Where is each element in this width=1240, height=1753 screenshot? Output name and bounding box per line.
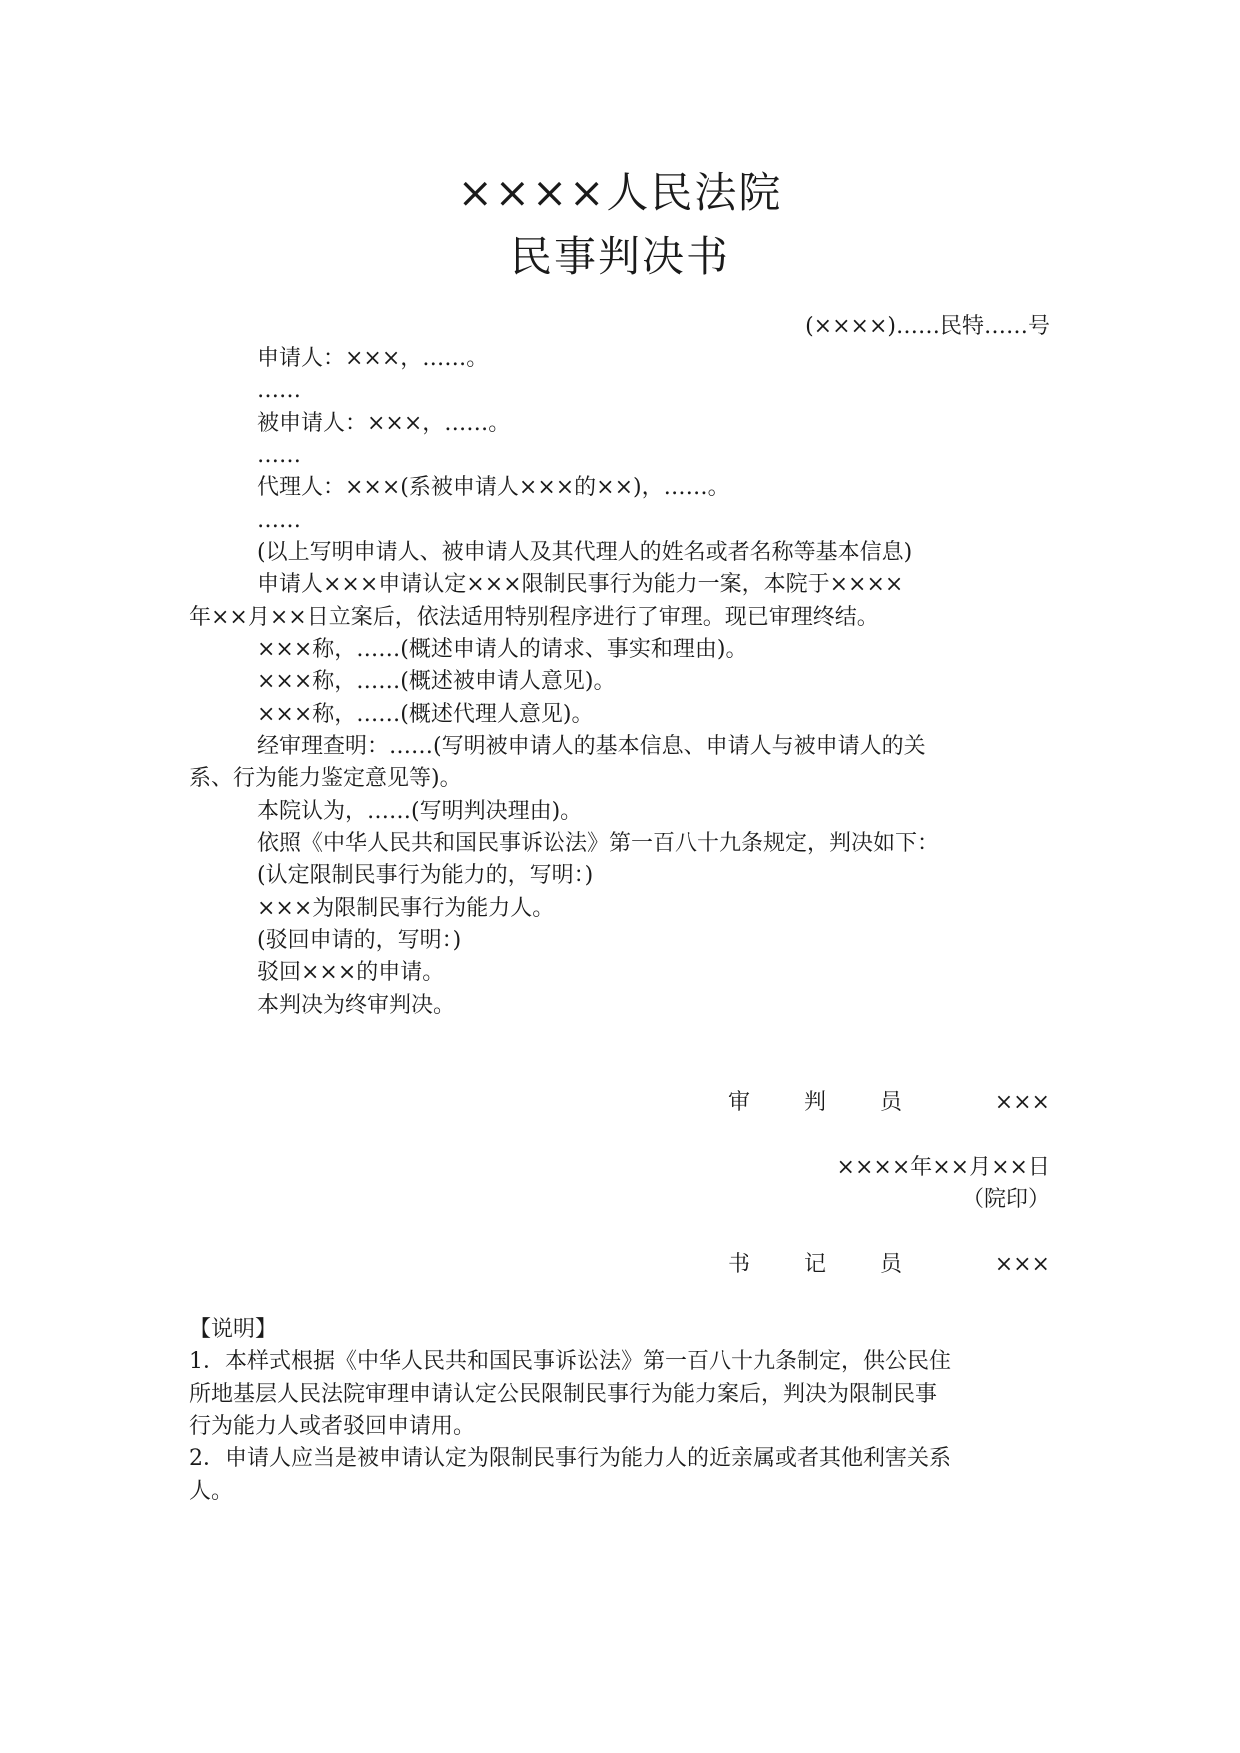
clerk-label: 书 记 员 [728, 1252, 904, 1277]
case-b-ruling: 驳回×××的申请。 [257, 960, 445, 985]
respondent-claim: ×××称，……(概述被申请人意见)。 [257, 669, 616, 694]
intro-paragraph-line1: 申请人×××申请认定×××限制民事行为能力一案，本院于×××× [257, 572, 904, 597]
parties-note: (以上写明申请人、被申请人及其代理人的姓名或者名称等基本信息) [257, 540, 913, 565]
agent-line: 代理人：×××(系被申请人×××的××)，……。 [257, 475, 730, 500]
judge-name: ××× [994, 1090, 1050, 1115]
facts-line2: 系、行为能力鉴定意见等)。 [189, 766, 462, 791]
agent-claim: ×××称，……(概述代理人意见)。 [257, 702, 594, 727]
case-a-note: (认定限制民事行为能力的，写明：) [257, 863, 594, 888]
ellipsis-line: …… [257, 378, 301, 403]
legal-basis-line: 依照《中华人民共和国民事诉讼法》第一百八十九条规定，判决如下： [257, 831, 940, 856]
case-b-note: (驳回申请的，写明：) [257, 928, 462, 953]
note-2-line2: 人。 [189, 1479, 234, 1504]
clerk-name: ××× [994, 1252, 1050, 1277]
note-2-line1: 2．申请人应当是被申请认定为限制民事行为能力人的近亲属或者其他利害关系 [189, 1446, 951, 1471]
case-a-ruling: ×××为限制民事行为能力人。 [257, 896, 555, 921]
reasoning-line: 本院认为，……(写明判决理由)。 [257, 799, 583, 824]
notes-heading: 【说明】 [189, 1317, 278, 1342]
respondent-line: 被申请人：×××，……。 [257, 411, 511, 436]
document-type: 民事判决书 [509, 232, 730, 281]
facts-line1: 经审理查明：……(写明被申请人的基本信息、申请人与被申请人的关 [257, 734, 926, 759]
judge-label: 审 判 员 [728, 1090, 904, 1115]
intro-paragraph-line2: 年××月××日立案后，依法适用特别程序进行了审理。现已审理终结。 [189, 605, 879, 630]
judgment-date: ××××年××月××日 [836, 1155, 1050, 1180]
applicant-line: 申请人：×××，……。 [257, 346, 489, 371]
final-judgment-line: 本判决为终审判决。 [257, 993, 456, 1018]
note-1-line1: 1．本样式根据《中华人民共和国民事诉讼法》第一百八十九条制定，供公民住 [189, 1349, 951, 1374]
case-number: (××××)……民特……号 [805, 314, 1050, 339]
applicant-claim: ×××称，……(概述申请人的请求、事实和理由)。 [257, 637, 748, 662]
court-name: ××××人民法院 [457, 168, 783, 217]
ellipsis-line: …… [257, 508, 301, 533]
note-1-line3: 行为能力人或者驳回申请用。 [189, 1414, 476, 1439]
ellipsis-line: …… [257, 443, 301, 468]
court-seal-note: （院印） [961, 1187, 1050, 1212]
note-1-line2: 所地基层人民法院审理申请认定公民限制民事行为能力案后，判决为限制民事 [189, 1382, 938, 1407]
